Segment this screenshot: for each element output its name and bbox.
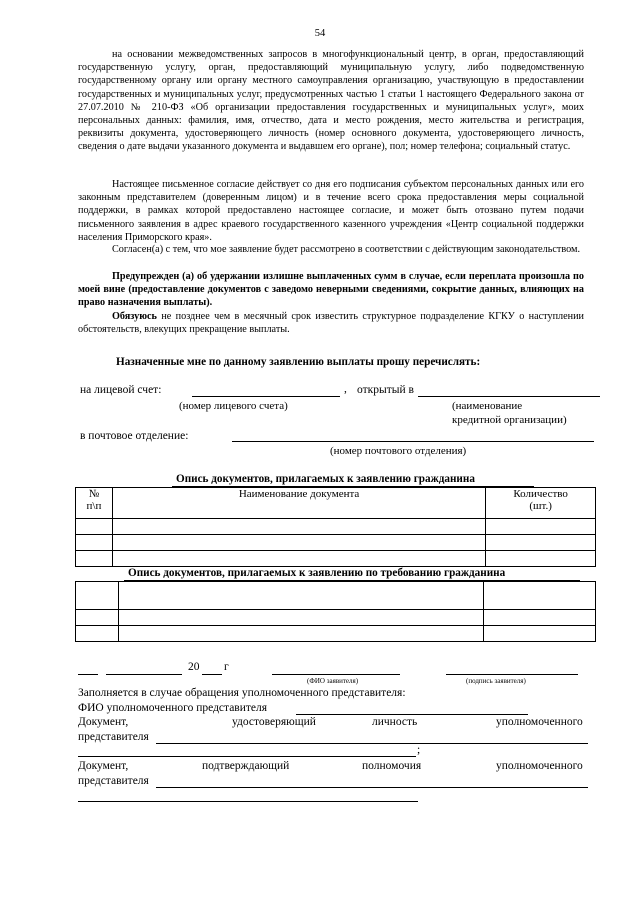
table-cell[interactable] <box>118 626 484 642</box>
representative-label-1: представителя <box>78 731 149 743</box>
overpayment-warning: Предупрежден (а) об удержании излишне выплаченных сумм в случае, если переплата произошла по моей вине (предоставление документов с заведомо неверными сведениями, сокрытие данных, влияющих на право назначения выплаты). <box>78 271 584 309</box>
page-number: 54 <box>314 28 326 39</box>
agreement-paragraph: Согласен(а) с тем, что мое заявление будет рассмотрено в соответствии с действующим законодательством. <box>112 244 581 255</box>
account-number-line[interactable] <box>192 396 340 397</box>
table-cell[interactable] <box>484 626 596 642</box>
account-label: на лицевой счет: <box>80 384 162 396</box>
table-cell[interactable] <box>76 626 119 642</box>
representative-fio-line[interactable] <box>296 714 528 715</box>
fio-line[interactable] <box>272 674 400 675</box>
table-cell[interactable] <box>76 519 113 535</box>
table-cell[interactable] <box>486 551 596 567</box>
table-cell[interactable] <box>76 610 119 626</box>
header-number-abbr: п\п <box>86 500 102 512</box>
table-cell[interactable] <box>112 551 485 567</box>
doc-id-semicolon: ; <box>417 744 421 756</box>
year-prefix: 20 <box>188 661 200 673</box>
bank-hint-1: (наименование <box>452 400 523 412</box>
signature-line[interactable] <box>446 674 578 675</box>
post-office-line[interactable] <box>232 441 594 442</box>
header-quantity-label: Количество <box>513 488 568 500</box>
doc-power-line-1[interactable] <box>156 787 588 788</box>
table-row <box>76 582 596 610</box>
doc-power-word-4: уполномоченного <box>496 760 583 772</box>
day-line[interactable] <box>78 674 98 675</box>
account-hint: (номер лицевого счета) <box>179 400 288 412</box>
post-office-hint: (номер почтового отделения) <box>330 445 467 457</box>
doc-id-word-2: удостоверяющий <box>232 716 316 728</box>
doc-id-word-4: уполномоченного <box>496 716 583 728</box>
table-cell[interactable] <box>76 551 113 567</box>
table-cell[interactable] <box>486 519 596 535</box>
year-suffix: г <box>224 661 229 673</box>
doc-power-line-2[interactable] <box>78 801 418 802</box>
table-header-number <box>76 488 113 519</box>
post-office-label: в почтовое отделение: <box>80 430 189 442</box>
signature-hint: (подпись заявителя) <box>466 677 526 685</box>
table-header-name: Наименование документа <box>112 488 485 519</box>
doc-id-word-1: Документ, <box>78 716 129 728</box>
fio-hint: (ФИО заявителя) <box>307 677 359 685</box>
consent-paragraph-2: Настоящее письменное согласие действует со дня его подписания субъектом персональных данных или его законным представителем (доверенным лицом) и в течение всего срока предоставления меры социальной поддержки, в рамках которой предоставлено настоящее согласие, и может быть отозвано путем подачи письменного заявления в адрес краевого государственного казенного учреждения «Центр социальной поддержки населения Приморского края». <box>78 179 584 243</box>
table-cell[interactable] <box>118 582 484 610</box>
bank-hint-2: кредитной организации) <box>452 414 567 426</box>
table-row <box>76 519 596 535</box>
header-quantity-unit: (шт.) <box>529 500 552 512</box>
doc-power-word-2: подтверждающий <box>202 760 290 772</box>
year-line[interactable] <box>202 674 222 675</box>
table-cell[interactable] <box>76 582 119 610</box>
doc-id-word-3: личность <box>372 716 418 728</box>
table-row <box>76 626 596 642</box>
obligation-bold: Обязуюсь <box>112 311 157 322</box>
documents-table <box>75 487 596 567</box>
month-line[interactable] <box>106 674 182 675</box>
table-row <box>76 551 596 567</box>
doc-power-word-3: полномочия <box>362 760 422 772</box>
doc-id-line-2[interactable] <box>78 756 416 757</box>
table-cell[interactable] <box>484 582 596 610</box>
bank-name-line[interactable] <box>418 396 600 397</box>
requested-documents-table <box>75 581 596 642</box>
consent-paragraph-1: на основании межведомственных запросов в многофункциональный центр, в орган, предоставляющий государственную услугу, орган, предоставляющий муниципальную услугу, либо подведомственную государственному органу или органу местного самоуправления организацию, участвующую в предоставлении государственных и муниципальных услуг, предусмотренных частью 1 статьи 1 настоящего Федерального закона от 27.07.2010 № 210-ФЗ «Об организации предоставления государственных и муниципальных услуг», моих персональных данных: фамилия, имя, отчество, дата и место рождения, место жительства и регистрация, реквизиты документа, удостоверяющего личность (номер основного документа, удостоверяющего личность, сведения о дате выдачи указанного документа и выдавшем его органе), пол; номер телефона; социальный статус. <box>78 49 584 153</box>
table-cell[interactable] <box>486 535 596 551</box>
header-number-symbol: № <box>88 488 100 500</box>
table-cell[interactable] <box>112 519 485 535</box>
table-cell[interactable] <box>112 535 485 551</box>
payment-heading: Назначенные мне по данному заявлению выплаты прошу перечислять: <box>116 356 481 368</box>
table1-title: Опись документов, прилагаемых к заявлению гражданина <box>176 473 475 485</box>
table-cell[interactable] <box>118 610 484 626</box>
account-comma: , <box>344 383 347 395</box>
doc-power-word-1: Документ, <box>78 760 129 772</box>
table-cell[interactable] <box>76 535 113 551</box>
doc-id-line-1[interactable] <box>156 743 588 744</box>
table-cell[interactable] <box>484 610 596 626</box>
representative-fio-label: ФИО уполномоченного представителя <box>78 702 268 714</box>
table-header-quantity <box>486 488 596 519</box>
table2-title: Опись документов, прилагаемых к заявлению по требованию гражданина <box>128 567 506 579</box>
table-row <box>76 610 596 626</box>
table-row <box>76 535 596 551</box>
representative-label-2: представителя <box>78 775 149 787</box>
obligation-paragraph <box>78 310 584 336</box>
opened-in-label: открытый в <box>357 384 414 396</box>
obligation-text: не позднее чем в месячный срок известить структурное подразделение КГКУ о наступлении обстоятельств, влекущих прекращение выплаты. <box>78 311 584 336</box>
representative-note: Заполняется в случае обращения уполномоченного представителя: <box>78 687 406 699</box>
